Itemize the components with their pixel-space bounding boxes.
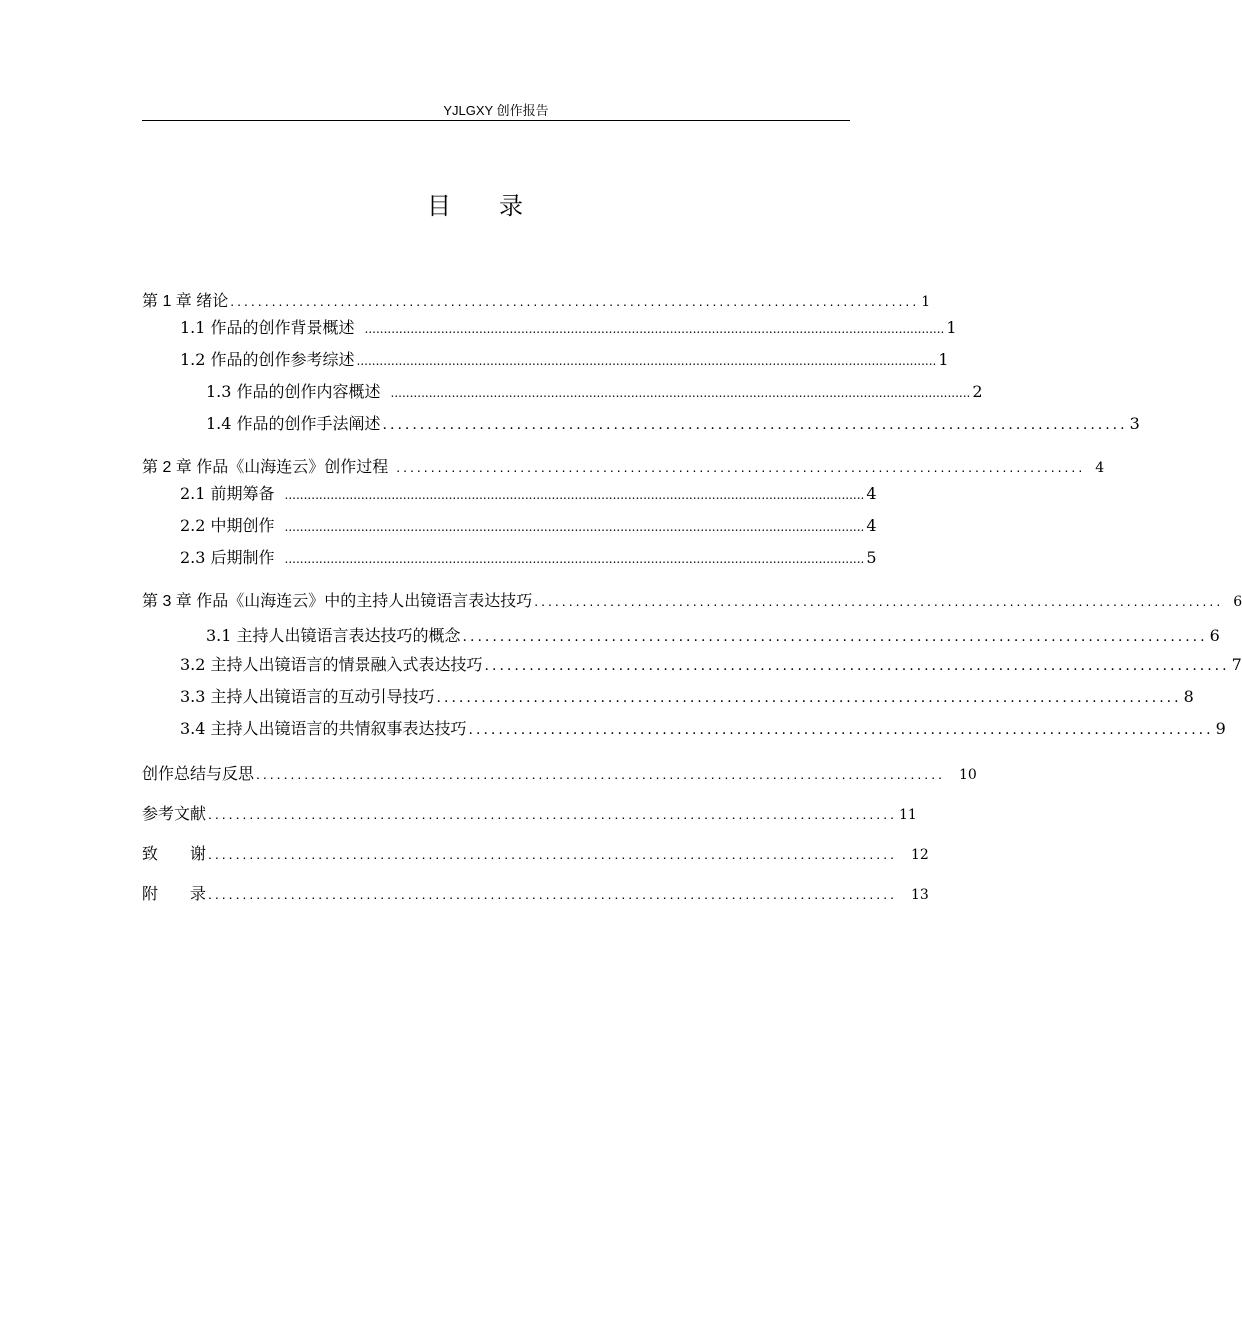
toc-entry-label: 1.2 作品的创作参考综述: [180, 350, 355, 369]
toc-entry-page: 3: [1129, 414, 1140, 433]
toc-entry-page: 1: [938, 350, 949, 369]
toc-entry-page: 5: [866, 548, 877, 567]
dot-leader: ....................................................................................................: [462, 629, 1208, 645]
toc-entry-page: 6: [1233, 594, 1242, 610]
dot-leader: ....................................................................................................: [484, 658, 1230, 674]
toc-entry[interactable]: [142, 716, 1226, 739]
toc-entry-label: 第 3 章 作品《山海连云》中的主持人出镜语言表达技巧: [142, 593, 533, 610]
toc-entry-label: 第 1 章 绪论: [142, 293, 229, 310]
toc-entry-label: 3.1 主持人出镜语言表达技巧的概念: [206, 626, 461, 645]
toc-entry-page: 4: [1095, 460, 1105, 476]
toc-entry[interactable]: [142, 841, 929, 864]
dot-leader: ....................................................................................................: [230, 293, 920, 309]
toc-entry[interactable]: [142, 545, 877, 568]
dot-leader: ....................................................................................................: [534, 593, 1224, 609]
dot-leader: ........................................................................................................................................................: [364, 322, 945, 336]
toc-entry-page: 4: [866, 516, 877, 535]
toc-entry-page: 9: [1215, 719, 1226, 738]
toc-entry-page: 4: [866, 484, 877, 503]
toc-entry[interactable]: [142, 801, 917, 824]
toc-entry-label: 3.2 主持人出镜语言的情景融入式表达技巧: [180, 655, 483, 674]
dot-leader: ....................................................................................................: [208, 846, 897, 862]
toc-entry[interactable]: [142, 623, 1220, 646]
toc-entry-label: 第 2 章 作品《山海连云》创作过程: [142, 459, 389, 476]
toc-entry-page: 11: [898, 807, 917, 823]
dot-leader: ....................................................................................................: [396, 459, 1086, 475]
toc-entry[interactable]: [142, 684, 1194, 707]
dot-leader: ........................................................................................................................................................: [390, 386, 971, 400]
dot-leader: ....................................................................................................: [208, 806, 897, 822]
toc-entry[interactable]: [142, 288, 931, 311]
toc-entry[interactable]: [142, 347, 949, 370]
toc-entry[interactable]: [142, 411, 1140, 434]
toc-entry-label: 1.1 作品的创作背景概述: [180, 318, 355, 337]
toc-entry-page: 12: [910, 847, 929, 863]
toc-entry[interactable]: [142, 652, 1242, 675]
toc-entry-label: 参考文献: [142, 806, 207, 823]
toc-entry-page: 1: [946, 318, 957, 337]
toc-entry[interactable]: [142, 761, 977, 784]
toc-entry-label: 2.2 中期创作: [180, 516, 275, 535]
header-rule: [142, 120, 850, 121]
toc-entry-label: 3.3 主持人出镜语言的互动引导技巧: [180, 687, 435, 706]
toc-entry-label: 致 谢: [142, 846, 207, 863]
dot-leader: ....................................................................................................: [208, 886, 897, 902]
dot-leader: ....................................................................................................: [468, 722, 1214, 738]
toc-entry-page: 7: [1231, 655, 1242, 674]
toc-entry-label: 2.1 前期筹备: [180, 484, 275, 503]
toc-entry[interactable]: [142, 454, 1105, 477]
dot-leader: ........................................................................................................................................................: [356, 354, 937, 368]
page-title: 目录: [427, 192, 571, 220]
toc-entry-label: 创作总结与反思: [142, 766, 255, 783]
dot-leader: ........................................................................................................................................................: [284, 488, 865, 502]
toc-entry[interactable]: [142, 881, 929, 904]
toc-entry[interactable]: [142, 588, 1242, 611]
dot-leader: ....................................................................................................: [382, 417, 1128, 433]
running-header: YJLGXY 创作报告: [443, 103, 549, 118]
toc-entry-label: 1.4 作品的创作手法阐述: [206, 414, 381, 433]
toc-entry-label: 1.3 作品的创作内容概述: [206, 382, 381, 401]
toc-entry-page: 8: [1183, 687, 1194, 706]
toc-entry-page: 13: [910, 887, 929, 903]
toc-entry-label: 3.4 主持人出镜语言的共情叙事表达技巧: [180, 719, 467, 738]
dot-leader: ....................................................................................................: [436, 690, 1182, 706]
toc-entry-page: 1: [921, 294, 931, 310]
toc-entry-page: 6: [1209, 626, 1220, 645]
dot-leader: ........................................................................................................................................................: [284, 552, 865, 566]
toc-entry[interactable]: [142, 315, 957, 338]
toc-entry-label: 2.3 后期制作: [180, 548, 275, 567]
dot-leader: ....................................................................................................: [256, 766, 945, 782]
toc-entry-page: 2: [972, 382, 983, 401]
toc-entry[interactable]: [142, 481, 877, 504]
toc-entry[interactable]: [142, 513, 877, 536]
toc-entry-page: 10: [958, 767, 977, 783]
toc-entry[interactable]: [142, 379, 983, 402]
toc-entry-label: 附 录: [142, 886, 207, 903]
dot-leader: ........................................................................................................................................................: [284, 520, 865, 534]
